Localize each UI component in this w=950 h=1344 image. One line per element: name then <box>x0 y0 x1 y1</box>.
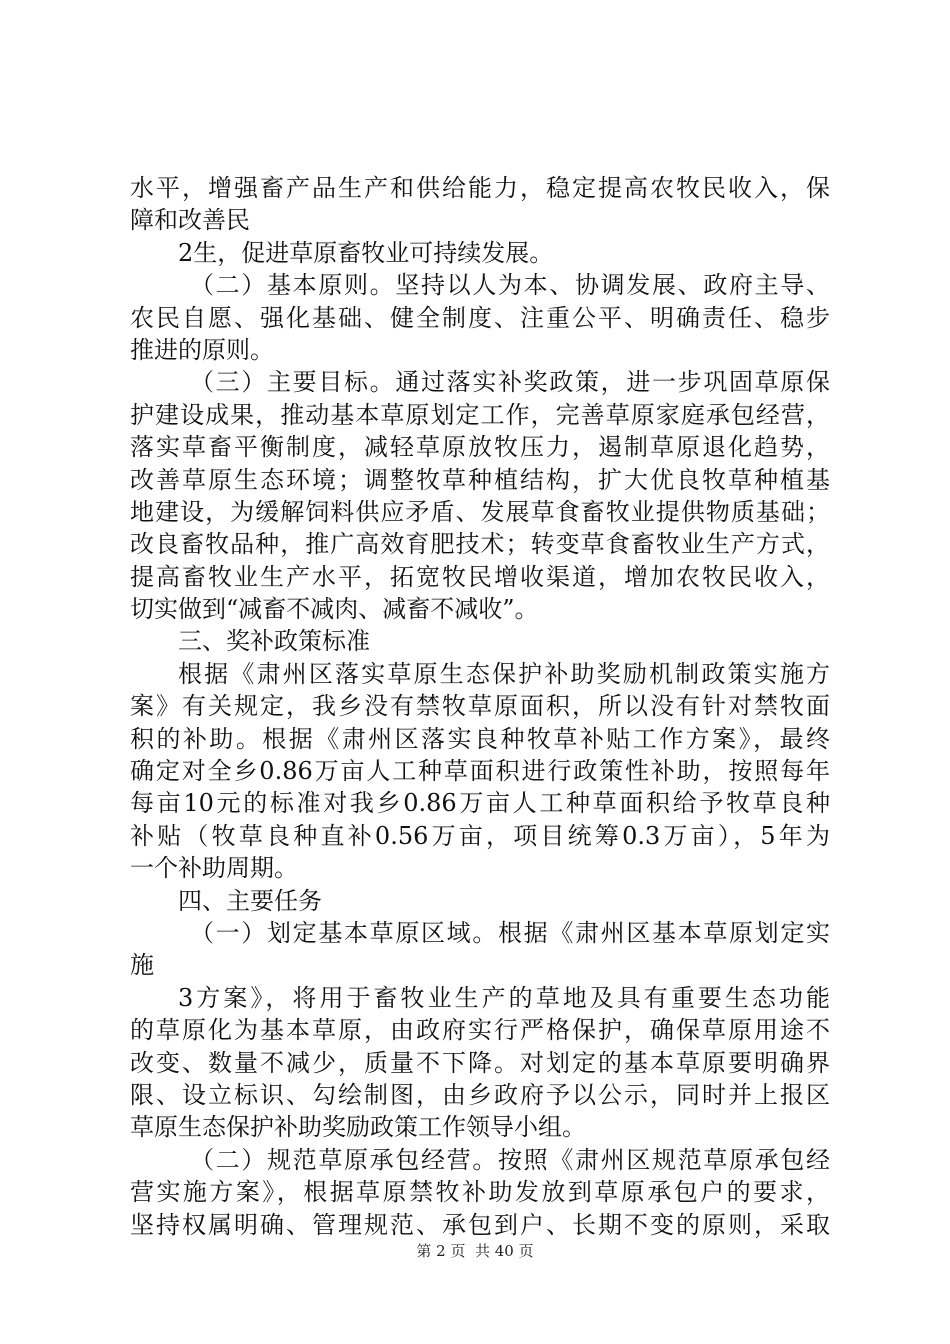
text-line: 四、主要任务 <box>178 886 322 915</box>
text-line: 改善草原生态环境；调整牧草种植结构，扩大优良牧草种植基 <box>130 465 830 494</box>
text-line: 障和改善民 <box>130 206 250 235</box>
text-line: （三）主要目标。通过落实补奖政策，进一步巩固草原保 <box>190 368 830 397</box>
text-line: 确定对全乡0.86万亩人工种草面积进行政策性补助，按照每年 <box>130 757 830 786</box>
text-line: 案》有关规定，我乡没有禁牧草原面积，所以没有针对禁牧面 <box>130 692 830 721</box>
text-line: 每亩10元的标准对我乡0.86万亩人工种草面积给予牧草良种 <box>130 789 830 818</box>
text-line: 2生，促进草原畜牧业可持续发展。 <box>178 238 554 267</box>
text-line: 农民自愿、强化基础、健全制度、注重公平、明确责任、稳步 <box>130 303 830 332</box>
text-line: 根据《肃州区落实草原生态保护补助奖励机制政策实施方 <box>178 659 830 688</box>
text-line: 一个补助周期。 <box>130 854 298 883</box>
text-line: （一）划定基本草原区域。根据《肃州区基本草原划定实 <box>190 918 830 947</box>
text-line: 三、奖补政策标准 <box>178 627 370 656</box>
text-line: 改变、数量不减少，质量不下降。对划定的基本草原要明确界 <box>130 1048 830 1077</box>
text-line: 限、设立标识、勾绘制图，由乡政府予以公示，同时并上报区 <box>130 1080 830 1109</box>
text-line: 切实做到“减畜不减肉、减畜不减收”。 <box>130 595 539 624</box>
text-line: 护建设成果，推动基本草原划定工作，完善草原家庭承包经营， <box>130 400 830 429</box>
text-line: 补贴（牧草良种直补0.56万亩，项目统筹0.3万亩），5年为 <box>130 821 830 850</box>
text-line: 草原生态保护补助奖励政策工作领导小组。 <box>130 1113 586 1142</box>
text-line: （二）规范草原承包经营。按照《肃州区规范草原承包经 <box>190 1145 830 1174</box>
document-body <box>130 172 830 1241</box>
text-line: 营实施方案》，根据草原禁牧补助发放到草原承包户的要求， <box>130 1178 830 1207</box>
text-line: 坚持权属明确、管理规范、承包到户、长期不变的原则，采取 <box>130 1210 830 1239</box>
text-line: 的草原化为基本草原，由政府实行严格保护，确保草原用途不 <box>130 1016 830 1045</box>
text-line: （二）基本原则。坚持以人为本、协调发展、政府主导、 <box>190 271 830 300</box>
text-line: 推进的原则。 <box>130 335 274 364</box>
page-footer: 第 2 页 共 40 页 <box>416 1242 534 1260</box>
text-line: 改良畜牧品种，推广高效育肥技术；转变草食畜牧业生产方式， <box>130 530 830 559</box>
text-line: 施 <box>130 951 154 980</box>
text-line: 水平，增强畜产品生产和供给能力，稳定提高农牧民收入，保 <box>130 174 830 202</box>
text-line: 3方案》，将用于畜牧业生产的草地及具有重要生态功能 <box>178 983 830 1012</box>
text-line: 提高畜牧业生产水平，拓宽牧民增收渠道，增加农牧民收入， <box>130 562 830 591</box>
text-line: 地建设，为缓解饲料供应矛盾、发展草食畜牧业提供物质基础； <box>130 497 830 526</box>
text-line: 落实草畜平衡制度，减轻草原放牧压力，遏制草原退化趋势， <box>130 433 830 462</box>
text-line: 积的补助。根据《肃州区落实良种牧草补贴工作方案》，最终 <box>130 724 830 753</box>
